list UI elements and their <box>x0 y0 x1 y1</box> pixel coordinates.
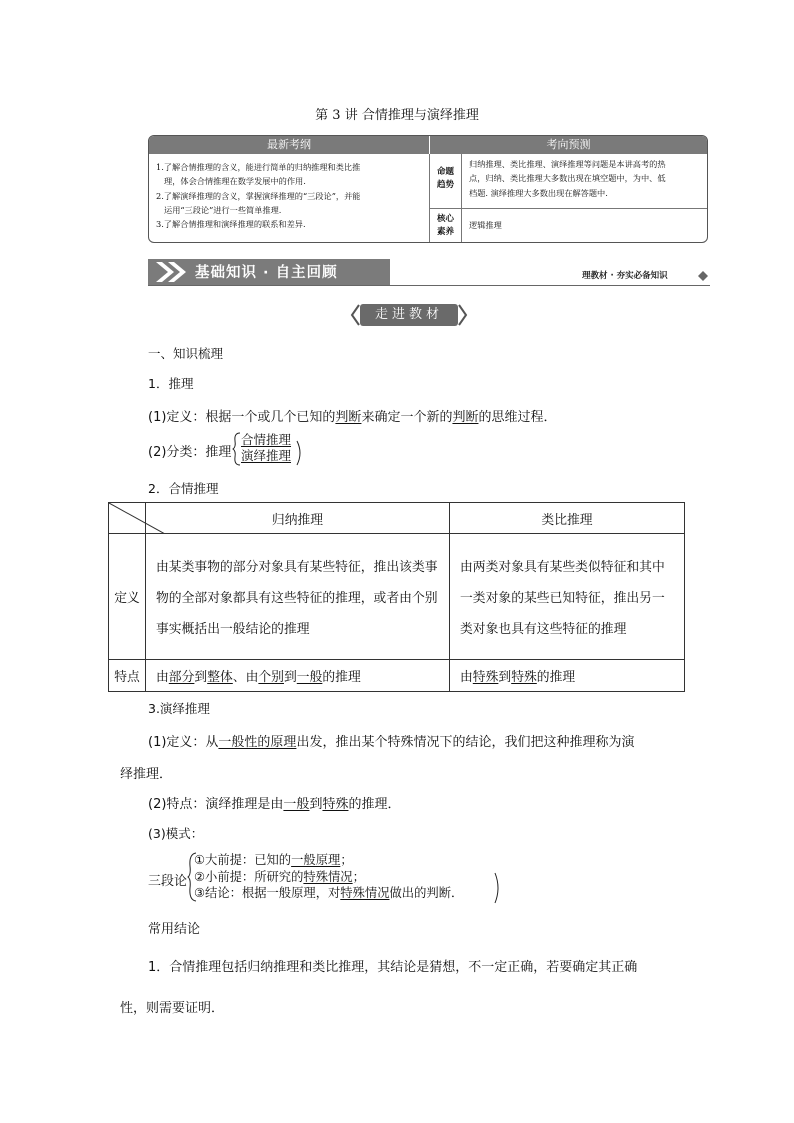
reasoning-heading: 1．推理 <box>148 376 194 391</box>
table-cell: 由特殊到特殊的推理 <box>450 660 685 692</box>
major-premise: ①大前提：已知的一般原理； <box>194 853 353 867</box>
reasoning-definition: (1)定义：根据一个或几个已知的判断来确定一个新的判断的思维过程． <box>148 410 557 425</box>
comparison-table <box>108 502 685 692</box>
diagonal-line <box>109 503 165 534</box>
trend-header: 考向预测 <box>430 136 707 154</box>
conclusion-line: 1．合情推理包括归纳推理和类比推理，其结论是猜想，不一定正确，若要确定其正确 <box>148 960 638 975</box>
left-bracket-icon <box>350 304 360 326</box>
right-bracket-icon <box>458 304 468 326</box>
syllabus-line: 1.了解合情推理的含义，能进行简单的归纳推理和类比推 <box>156 162 361 172</box>
table-cell: 由两类对象具有某些类似特征和其中一类对象的某些已知特征，推出另一类对象也具有这些特征的推理 <box>450 534 685 660</box>
table-cell: 由某类事物的部分对象具有某些特征，推出该类事物的全部对象都具有这些特征的推理，或者由个别事实概括出一般结论的推理 <box>146 534 450 660</box>
table-cell: 由部分到整体、由个别到一般的推理 <box>146 660 450 692</box>
corner-cell <box>109 503 146 534</box>
banner-title: 基础知识 · 自主回顾 <box>195 265 338 281</box>
row-label: 特点 <box>109 660 146 692</box>
syllabus-line: 运用“三段论”进行一些简单推理. <box>164 204 282 215</box>
double-chevron-icon <box>152 259 192 285</box>
right-paren-icon <box>494 872 502 904</box>
syllabus-line: 3.了解合情推理和演绎推理的联系和差异. <box>156 219 306 230</box>
column-header: 归纳推理 <box>146 503 450 534</box>
column-header: 类比推理 <box>450 503 685 534</box>
syllabus-list <box>149 154 430 242</box>
syllabus-header: 最新考纲 <box>149 136 429 154</box>
divider <box>430 208 707 209</box>
section-pill: 走进教材 <box>360 304 458 326</box>
section-heading: 一、知识梳理 <box>148 346 224 361</box>
syllogism-label: 三段论 <box>148 874 188 889</box>
classification-list: 合情推理 演绎推理 <box>241 432 292 463</box>
right-paren-icon <box>296 440 304 466</box>
deductive-definition: (1)定义：从一般性的原理出发，推出某个特殊情况下的结论，我们把这种推理称为演 <box>148 735 635 750</box>
deductive-definition-cont: 绎推理． <box>120 767 173 782</box>
syllabus-box <box>148 135 708 243</box>
row-label: 定义 <box>109 534 146 660</box>
conclusion: ③结论：根据一般原理，对特殊情况做出的判断． <box>194 886 464 900</box>
trend-label: 命题 趋势 <box>430 154 462 209</box>
banner-rule <box>148 285 710 286</box>
syllabus-line: 理，体会合情推理在数学发展中的作用. <box>164 176 306 187</box>
reasoning-classification: (2)分类：推理 <box>148 445 232 460</box>
plausible-heading: 2．合情推理 <box>148 481 219 496</box>
core-label: 核心 素养 <box>430 209 462 242</box>
page-title: 第 3 讲 合情推理与演绎推理 <box>315 108 479 123</box>
conclusion-line: 性，则需要证明． <box>120 1001 225 1016</box>
banner-subtitle: 理教材 · 夯实必备知识 <box>582 271 668 281</box>
diamond-icon <box>698 271 708 281</box>
deductive-mode: (3)模式： <box>148 826 204 841</box>
trend-text: 归纳推理、类比推理、演绎推理等问题是本讲高考的热 点，归纳、类比推理大多数出现在填空题中，为中、低 档题. 演绎推理大多数出现在解答题中. <box>469 159 666 198</box>
deductive-feature: (2)特点：演绎推理是由一般到特殊的推理． <box>148 797 401 812</box>
core-text: 逻辑推理 <box>469 220 502 230</box>
minor-premise: ②小前提：所研究的特殊情况； <box>194 869 365 884</box>
conclusions-heading: 常用结论 <box>148 922 201 937</box>
syllogism-list <box>194 852 463 902</box>
deductive-heading: 3.演绎推理 <box>148 701 210 716</box>
syllabus-line: 2.了解演绎推理的含义，掌握演绎推理的“三段论”，并能 <box>156 190 361 201</box>
